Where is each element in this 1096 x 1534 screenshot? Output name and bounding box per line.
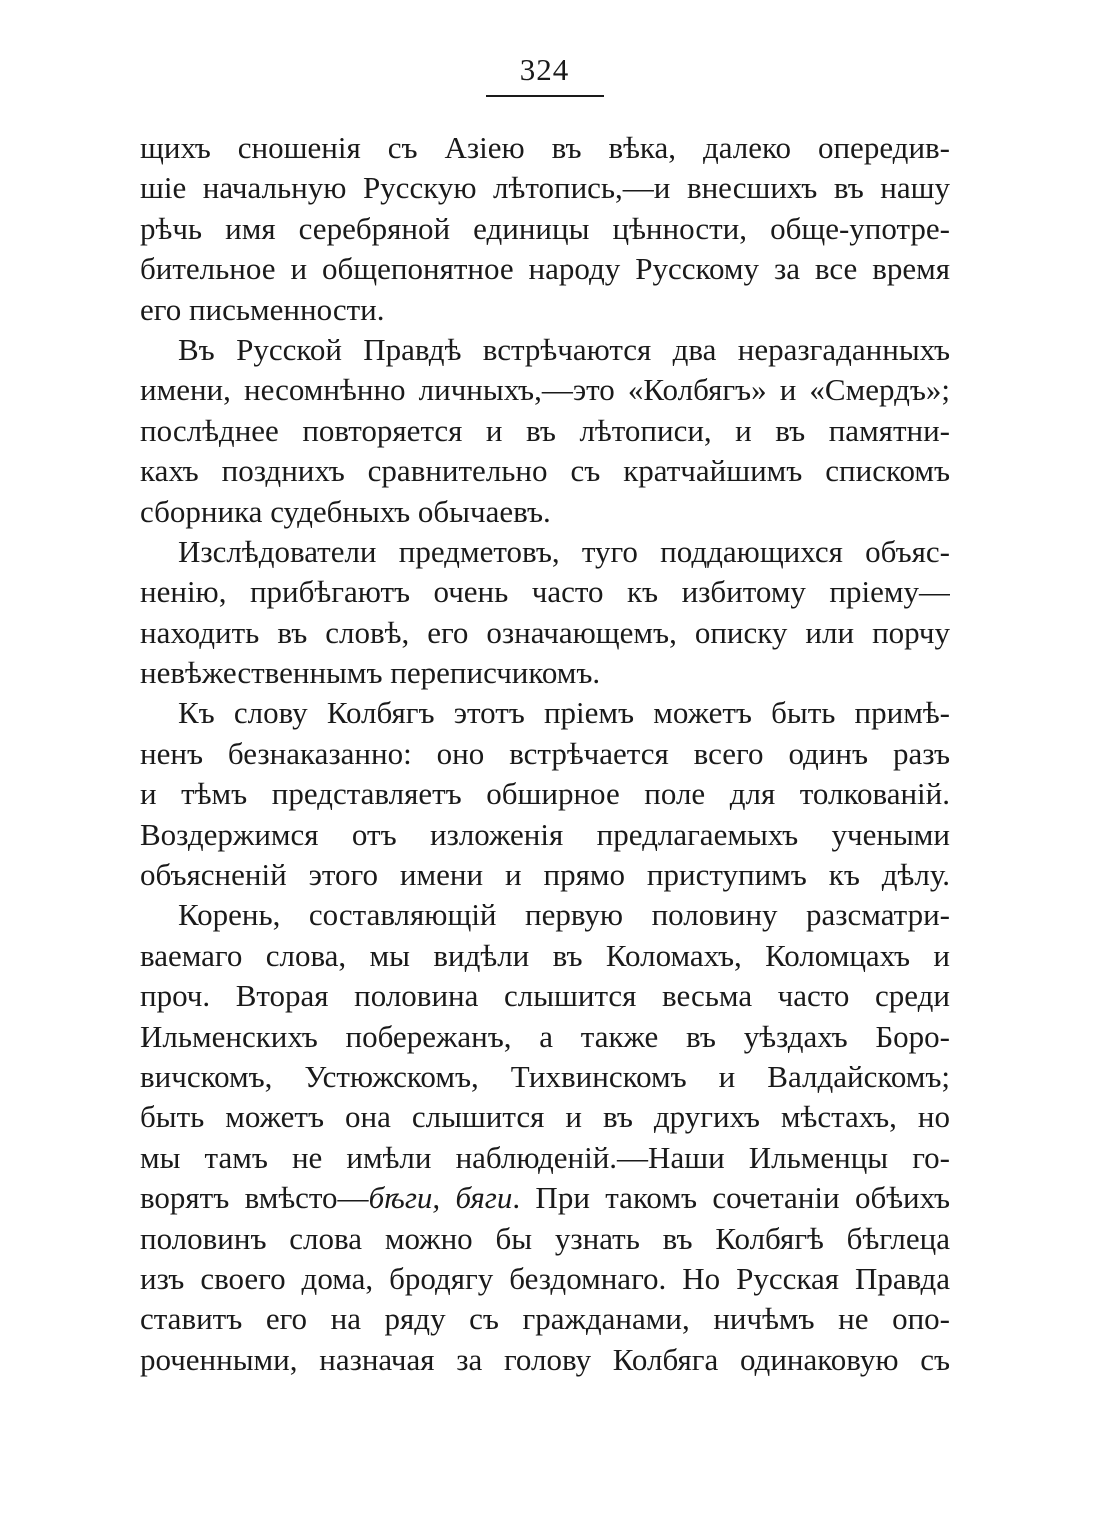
text-line bbox=[140, 411, 950, 451]
text-line-content: проч. Вторая половина слышится весьма часто среди bbox=[140, 978, 950, 1014]
text-line-content: Корень, составляющій первую половину разсматри- bbox=[178, 897, 950, 933]
text-line bbox=[140, 290, 950, 330]
text-line bbox=[140, 774, 950, 814]
text-line bbox=[140, 855, 950, 895]
italic-words: бѣги, бяги bbox=[368, 1180, 513, 1216]
text-line-content: роченными, назначая за голову Колбяга одинаковую съ bbox=[140, 1341, 950, 1377]
text-line-content: щихъ сношенія съ Азіею въ вѣка, далеко опередив- bbox=[140, 130, 950, 165]
text-line bbox=[140, 936, 950, 976]
text-line bbox=[140, 1017, 950, 1057]
text-line bbox=[140, 128, 950, 168]
text-line bbox=[140, 209, 950, 249]
text-line bbox=[140, 1299, 950, 1339]
text-line bbox=[140, 895, 950, 935]
text-line-content: бительное и общепонятное народу Русскому за все время bbox=[140, 251, 950, 287]
text-line bbox=[140, 1219, 950, 1259]
text-line-content: вичскомъ, Устюжскомъ, Тихвинскомъ и Валдайскомъ; bbox=[140, 1058, 950, 1094]
text-line-content: мы тамъ не имѣли наблюденій.—Наши Ильменцы го- bbox=[140, 1139, 950, 1175]
text-line-content: ворятъ вмѣсто— bbox=[140, 1180, 369, 1216]
text-line bbox=[140, 532, 950, 572]
text-line-content: находить въ словѣ, его означающемъ, описку или порчу bbox=[140, 614, 950, 650]
text-line bbox=[140, 492, 950, 532]
text-line bbox=[140, 1138, 950, 1178]
text-line-content: Ильменскихъ побережанъ, а также въ уѣздахъ Боро- bbox=[140, 1018, 950, 1054]
text-line bbox=[140, 330, 950, 370]
text-line bbox=[140, 451, 950, 491]
text-line bbox=[140, 1178, 950, 1218]
text-line-content: рѣчь имя серебряной единицы цѣнности, обще-употре- bbox=[140, 210, 950, 246]
text-line-content: ненію, прибѣгаютъ очень часто къ избитому пріему— bbox=[140, 574, 950, 610]
page-number: 324 bbox=[519, 52, 570, 87]
body-text bbox=[140, 128, 950, 1380]
text-line bbox=[140, 1097, 950, 1137]
text-line bbox=[140, 1340, 950, 1380]
text-line bbox=[140, 249, 950, 289]
text-line-content: изъ своего дома, бродягу бездомнаго. Но Русская Правда bbox=[140, 1260, 950, 1296]
text-line bbox=[140, 815, 950, 855]
text-line-content: невѣжественнымъ переписчикомъ. bbox=[140, 655, 601, 691]
text-line-content: имени, несомнѣнно личныхъ,—это «Колбягъ» и «Смердъ»; bbox=[140, 372, 950, 408]
text-line-content: ваемаго слова, мы видѣли въ Коломахъ, Коломцахъ и bbox=[140, 937, 950, 973]
text-line-content: Воздержимся отъ изложенія предлагаемыхъ учеными bbox=[140, 816, 950, 852]
text-line-content: шіе начальную Русскую лѣтопись,—и внесшихъ въ нашу bbox=[140, 170, 950, 206]
text-line bbox=[140, 1057, 950, 1097]
text-line-content: его письменности. bbox=[140, 291, 385, 327]
text-line bbox=[140, 693, 950, 733]
text-line bbox=[140, 653, 950, 693]
text-line-continuation: . При такомъ сочетаніи обѣихъ bbox=[512, 1180, 950, 1216]
text-line bbox=[140, 976, 950, 1016]
text-line-content: объясненій этого имени и прямо приступимъ къ дѣлу. bbox=[140, 857, 950, 893]
text-line-content: Изслѣдователи предметовъ, туго поддающихся объяс- bbox=[178, 533, 950, 569]
text-line-content: сборника судебныхъ обычаевъ. bbox=[140, 493, 551, 529]
text-line-content: послѣднее повторяется и въ лѣтописи, и въ памятни- bbox=[140, 412, 950, 448]
text-line-content: Въ Русской Правдѣ встрѣчаются два неразгаданныхъ bbox=[178, 331, 950, 367]
text-line-content: ненъ безнаказанно: оно встрѣчается всего одинъ разъ bbox=[140, 735, 950, 771]
text-line bbox=[140, 734, 950, 774]
text-line-content: половинъ слова можно бы узнать въ Колбягѣ бѣглеца bbox=[140, 1220, 950, 1256]
header-rule bbox=[486, 95, 604, 97]
text-line-content: Къ слову Колбягъ этотъ пріемъ можетъ быть примѣ- bbox=[178, 695, 950, 731]
text-line bbox=[140, 168, 950, 208]
text-line-content: кахъ позднихъ сравнительно съ кратчайшимъ спискомъ bbox=[140, 453, 950, 489]
text-line bbox=[140, 572, 950, 612]
text-line-content: и тѣмъ представляетъ обширное поле для толкованій. bbox=[140, 776, 950, 812]
text-line bbox=[140, 613, 950, 653]
text-line-content: ставитъ его на ряду съ гражданами, ничѣмъ не опо- bbox=[140, 1301, 950, 1337]
text-line bbox=[140, 1259, 950, 1299]
text-line bbox=[140, 370, 950, 410]
text-line-content: быть можетъ она слышится и въ другихъ мѣстахъ, но bbox=[140, 1099, 950, 1135]
